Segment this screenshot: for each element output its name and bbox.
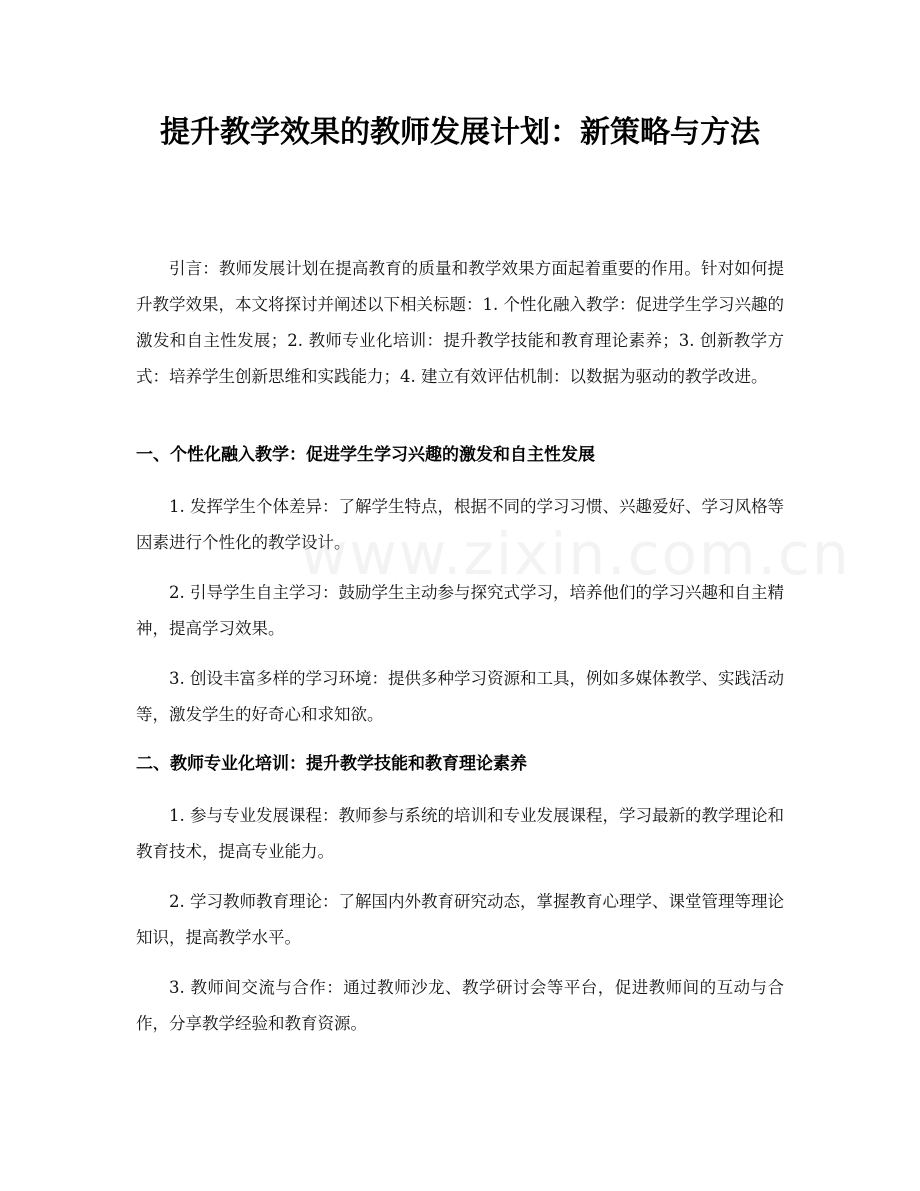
section-1-paragraph-2: 2. 引导学生自主学习：鼓励学生主动参与探究式学习，培养他们的学习兴趣和自主精神，提高学习效果。 (136, 583, 784, 638)
section-heading-2: 二、教师专业化培训：提升教学技能和教育理论素养 (136, 754, 527, 774)
section-heading-1: 一、个性化融入教学：促进学生学习兴趣的激发和自主性发展 (136, 445, 595, 465)
intro-paragraph: 引言：教师发展计划在提高教育的质量和教学效果方面起着重要的作用。针对如何提升教学效果，本文将探讨并阐述以下相关标题：1. 个性化融入教学：促进学生学习兴趣的激发和自主性发展；2. 教师专业化培训：提升教学技能和教育理论素养；3. 创新教学方式：培养学生创新思维和实践能力；4. 建立有效评估机制：以数据为驱动的教学改进。 (136, 259, 784, 386)
section-2-paragraph-2: 2. 学习教师教育理论：了解国内外教育研究动态，掌握教育心理学、课堂管理等理论知识，提高教学水平。 (136, 892, 784, 947)
section-2-paragraph-1: 1. 参与专业发展课程：教师参与系统的培训和专业发展课程，学习最新的教学理论和教育技术，提高专业能力。 (136, 806, 784, 861)
document-title: 提升教学效果的教师发展计划：新策略与方法 (160, 115, 760, 150)
section-2-paragraph-3: 3. 教师间交流与合作：通过教师沙龙、教学研讨会等平台，促进教师间的互动与合作，分享教学经验和教育资源。 (136, 978, 784, 1033)
section-1-paragraph-1: 1. 发挥学生个体差异：了解学生特点，根据不同的学习习惯、兴趣爱好、学习风格等因素进行个性化的教学设计。 (136, 497, 784, 552)
watermark: www.zixin.com.cn (300, 520, 851, 588)
section-1-paragraph-3: 3. 创设丰富多样的学习环境：提供多种学习资源和工具，例如多媒体教学、实践活动等，激发学生的好奇心和求知欲。 (136, 669, 784, 724)
